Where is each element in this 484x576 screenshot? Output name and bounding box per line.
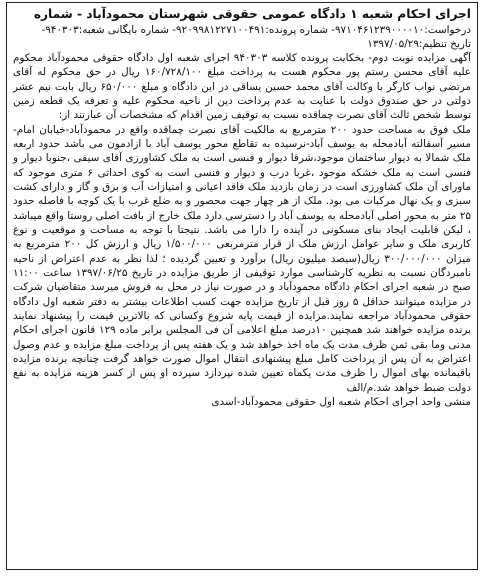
notice-paragraph-intro: آگهی مزایده نوبت دوم- بخکایت پرونده کلاسه ۹۴۰۳۰۳ اجرای شعبه اول دادگاه حقوقی محمودآباد محکوم علیه آقای محسن رستم پور محکوم هست به پرداخت مبلغ ۱۶۰/۷۲۸/۱۰۰ ریال در حق محکوم له آقای مرتضی نواب کارگر با وکالت آقای محمد حسین یساقی در این دادگاه و مبلغ ۶۵۰/۰۰۰ ریال بابت نیم عشر دولتی در حق صندوق دولت با عنایت به عدم پرداخت دین از ناحیه محکوم علیه و تعرفه یک قطعه زمین توسط شخص ثالث آقای نصرت چماقده نسبت به توقیف زمین اقدام که مشخصات آن عبارتند از:: [13, 51, 472, 122]
notice-paragraph-property: ملک فوق به مساحت حدود ۲۰۰ مترمربع به مالکیت آقای نصرت چماقده واقع در محمودآباد-خیابان امام-مسیر آسفالته آبادمحله به یوسف آباد-نرسیده به تقاطع محور یوسف آباد با ازادمون می باشد حدود اربعه ملک شمالا به دیوار ساختمان موجود،شرقا دیوار و فنسی است به ملک کشاورزی آقای سیفی ،جنوبا دیوار و فنسی است به ملک خشکه موجود ،غربا درب و دیوار و فنسی است به کوی احداثی ۶ متری موجود که ماورای آن ملک کشاورزی است در زمان بازدید ملک فاقد اعیانی و امتیازات آب و برق و گاز و دارای کشت سبزی و یک نهال مرکبات می بود. ملک از هر چهار جهت محصور و به ضلع غرب با یک کوچه با فاصله حدود ۲۵ متر به محور اصلی آبادمحله به یوسف آباد را دسترسی دارد ملک خارج از بافت اصلی روستا واقع میباشد ، لیکن قابلیت ایجاد بنای مسکونی در آینده را دارا می باشد. نتیجتا با توجه به مساحت و موقعیت و نوع کاربری ملک و سایر عوامل ارزش ملک از قرار مترمربعی ۱/۵۰۰/۰۰۰ ریال و ارزش کل ۲۰۰ مترمربع به میزان ۳۰۰/۰۰۰/۰۰۰ ریال(سیصد میلیون ریال) برآورد و تعیین گردیده ؛ لذا نظر به عدم اعتراض از ناحیه نامبردگان نسبت به نظریه کارشناسی موارد توقیفی از طریق مزایده در تاریخ ۱۳۹۷/۰۶/۲۵ ساعت ۱۱:۰۰ صبح در شعبه اجرای احکام دادگاه محمودآباد و در صورت نیاز در محل به فروش میرسد متقاضیان شرکت در مزایده میتوانند حداقل ۵ روز قبل از تاریخ مزایده جهت کسب اطلاعات بیشتر به دفتر شعبه اول دادگاه حقوقی محمودآباد مراجعه نمایند.مزایده از قیمت پایه شروع وکسانی که بالاترین قیمت را پیشنهاد نمایند برنده مزایده خواهند شد همچنین ۱۰درصد مبلغ اعلامی آن فی المجلس برابر ماده ۱۲۹ قانون اجرای احکام مدنی وما بقی ثمن ظرف مدت یک ماه اخذ خواهد شد و یک هفته پس از پرداخت مبلغ مزایده و عدم وصول اعتراض به آن پس از پرداخت کامل مبلغ پیشنهادی انتقال اموال صورت خواهد گرفت چنانچه برنده مزایده باقیمانده بهای اموال را ظرف مدت یکماه تعیین شده نپردازد سپرده او پس از کسر هزینه مزایده به نفع دولت ضبط خواهد شد.م/الف: [13, 123, 471, 394]
notice-title: اجرای احکام شعبه ۱ دادگاه عمومی حقوقی شهرستان محمودآباد - شماره: [33, 7, 471, 21]
issue-date-line: تاریخ تنظیم:۱۳۹۷/۰۵/۲۹: [367, 37, 471, 50]
notice-signature: منشی واحد اجرای احکام شعبه اول حقوقی محمودآباد-اسدی: [211, 396, 471, 409]
case-numbers-line: درخواست:۹۷۱۰۴۶۱۲۳۹۰۰۰۰۱۰- شماره پرونده:۹۲۰۹۹۸۱۲۲۷۱۰۰۴۹۱- شماره بایگانی شعبه:۹۴۰۳۰۳-: [41, 23, 471, 36]
notice-frame: [6, 2, 478, 570]
